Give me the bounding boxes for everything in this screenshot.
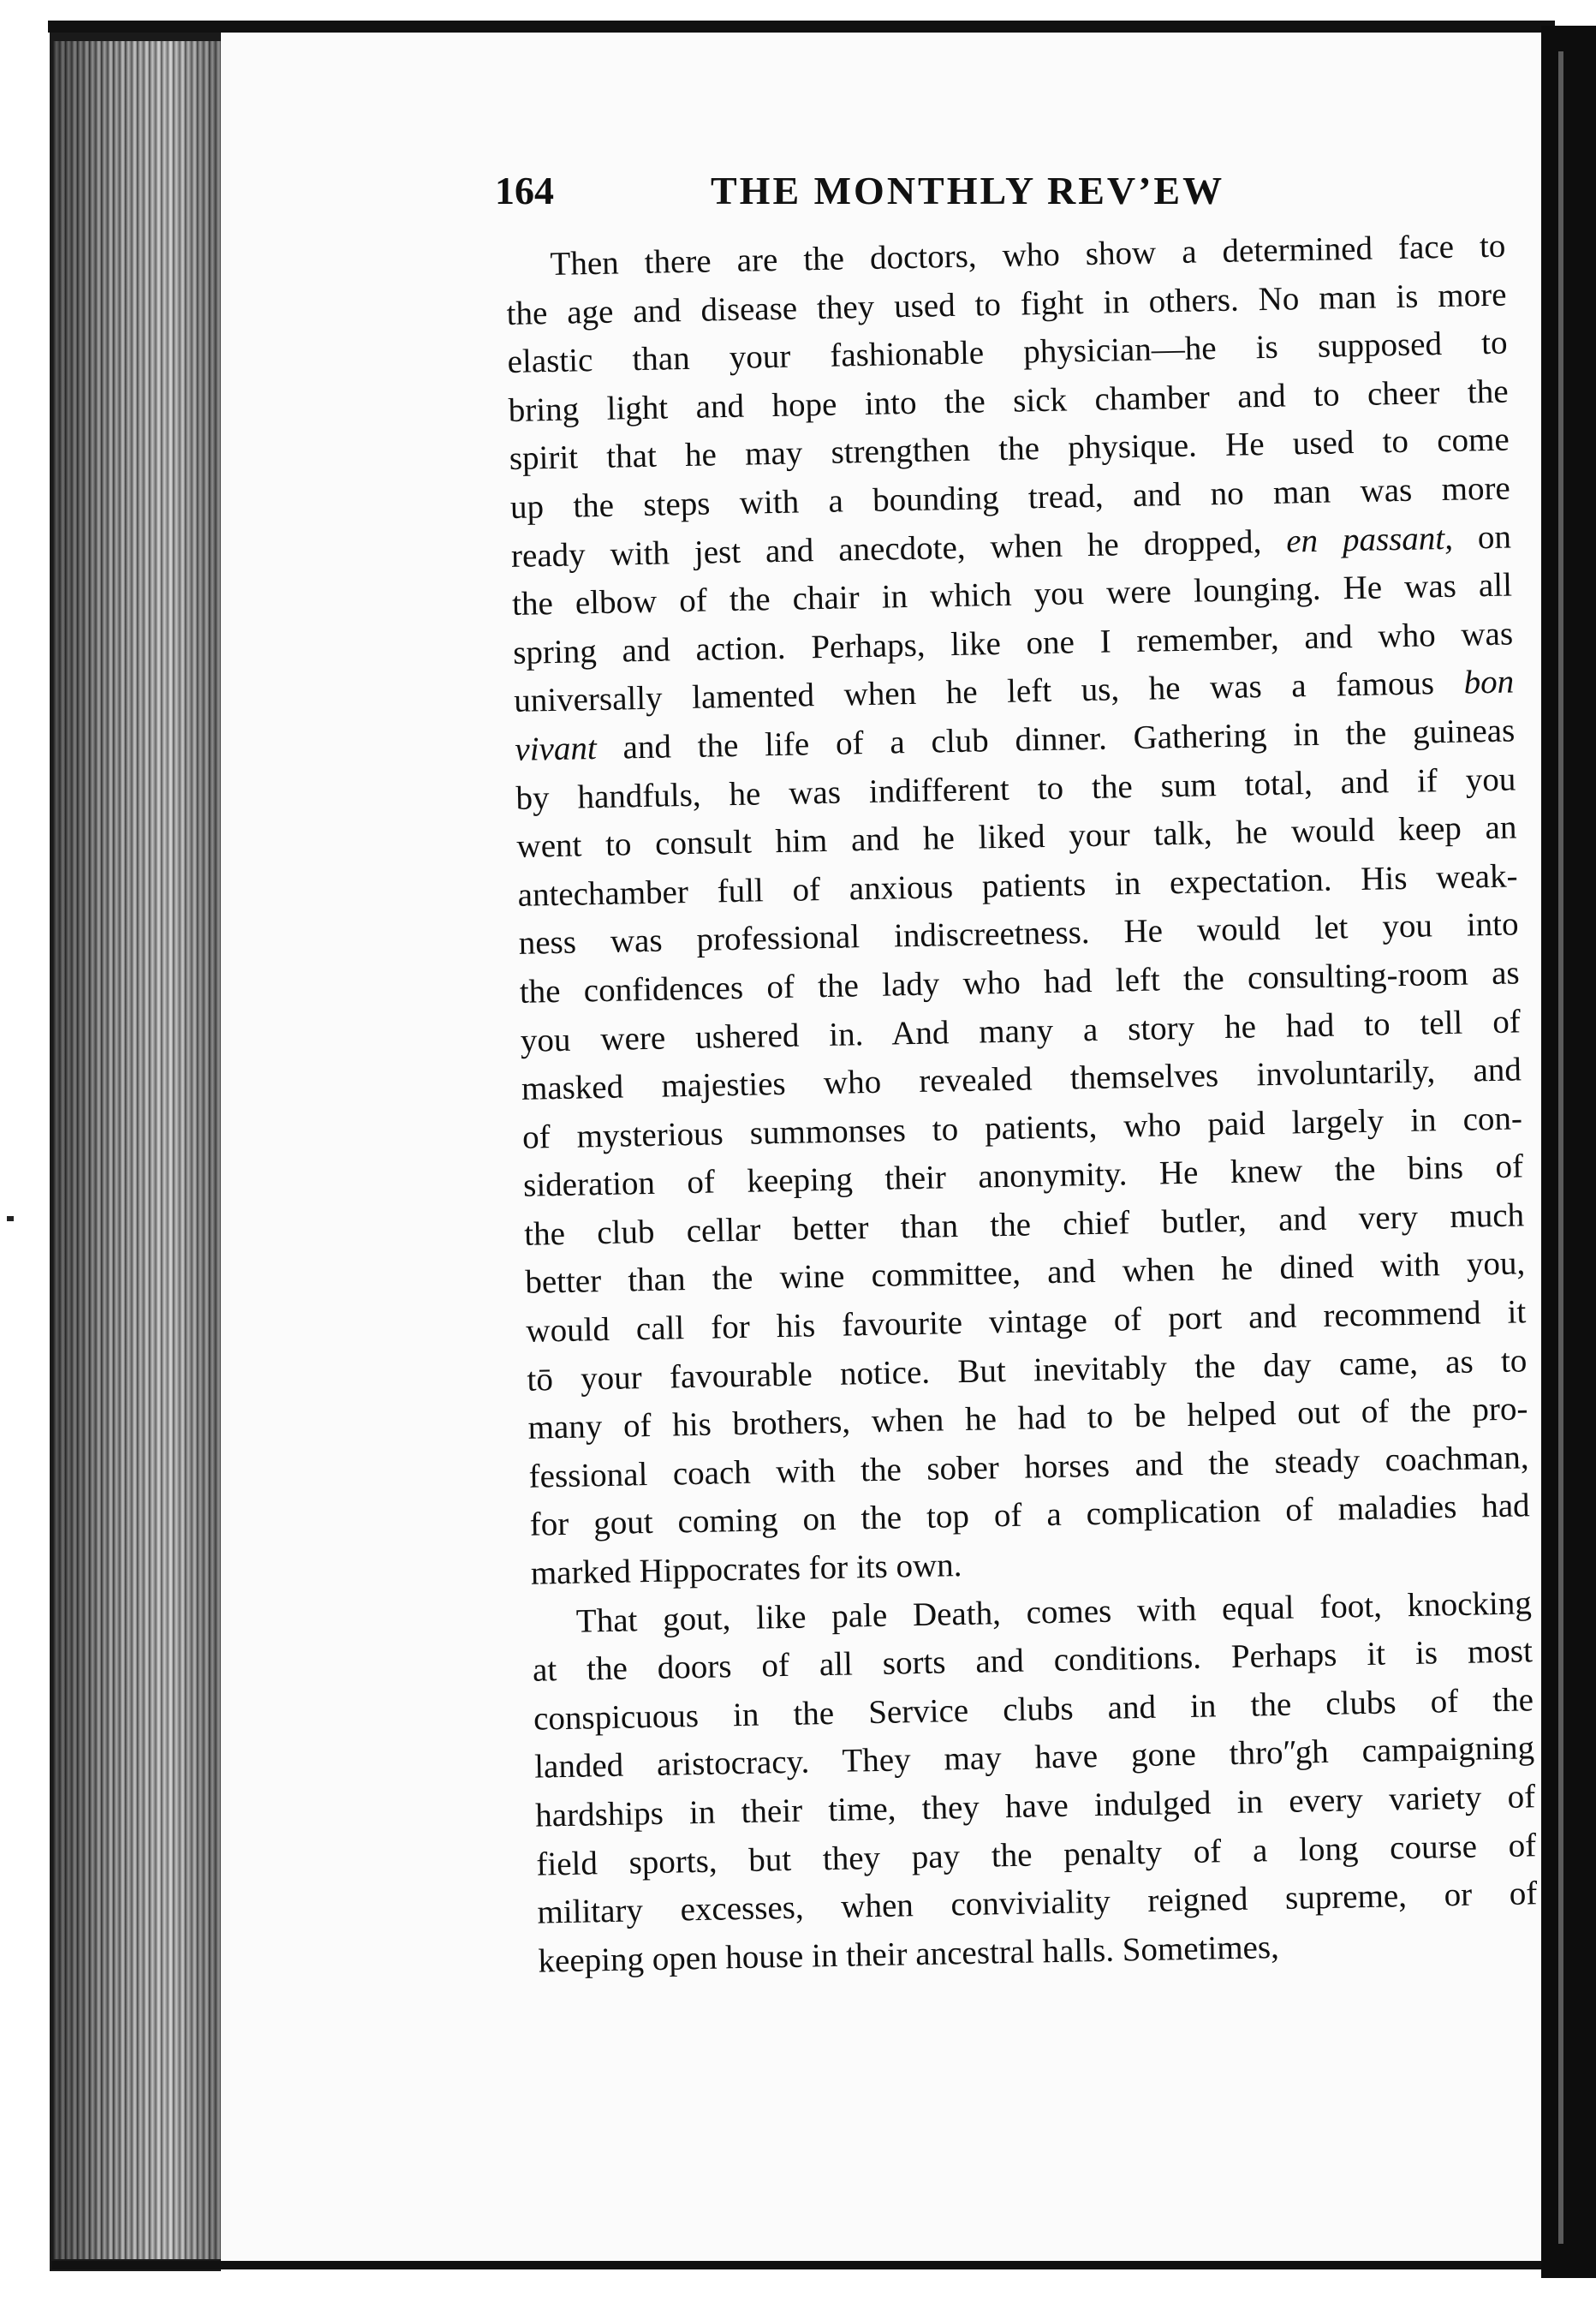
text-run: for gout coming on the top of a complication of maladies had (529, 1487, 1530, 1544)
text-run: the elbow of the chair in which you were lounging. He was all (511, 566, 1513, 623)
page-edges-shade (53, 41, 221, 2259)
text-run: That gout, like pale Death, comes with equal foot, knocking (575, 1583, 1533, 1640)
text-run: military excesses, when conviviality reigned supreme, or of (537, 1875, 1538, 1931)
text-run: universally lamented when he left us, he was a famous (513, 664, 1465, 720)
text-run: fessional coach with the sober horses and the steady coachman, (528, 1439, 1529, 1495)
text-run: and the life of a club dinner. Gathering in the guineas (596, 712, 1516, 766)
text-run: tō your favourable notice. But inevitably the day came, as to (527, 1341, 1528, 1398)
body-text (505, 223, 1539, 1986)
page-number: 164 (495, 169, 554, 212)
text-run: marked Hippocrates for its own. (530, 1547, 962, 1592)
text-run: elastic than your fashionable physician—he is supposed to (507, 324, 1508, 381)
italic-text-run: vivant (514, 730, 598, 768)
text-run: would call for his favourite vintage of port and recommend it (526, 1293, 1527, 1350)
text-run: the club cellar better than the chief butler, and very much (523, 1196, 1525, 1253)
top-border (48, 21, 1555, 33)
text-run: bring light and hope into the sick chamber and to cheer the (508, 373, 1509, 429)
text-run: better than the wine committee, and when he dined with you, (524, 1244, 1526, 1302)
text-run: sideration of keeping their anonymity. He knew the bins of (522, 1148, 1524, 1205)
text-run: spirit that he may strengthen the physique. He used to come (509, 420, 1510, 478)
text-run: up the steps with a bounding tread, and no man was more (509, 469, 1511, 526)
text-run: the age and disease they used to fight in others. No man is more (506, 276, 1507, 332)
text-run: field sports, but they pay the penalty of a long course of (535, 1826, 1537, 1883)
text-run: many of his brothers, when he had to be helped out of the pro- (527, 1390, 1528, 1446)
text-run: on (1452, 518, 1512, 557)
running-title: THE MONTHLY REV’EW (711, 169, 1225, 212)
text-run: hardships in their time, they have indulged in every variety of (534, 1778, 1536, 1834)
italic-text-run: bon (1463, 663, 1515, 701)
text-run: by handfuls, he was indifferent to the sum total, and if you (515, 760, 1516, 817)
page-header (495, 168, 1300, 228)
scan-mark (7, 1216, 14, 1221)
text-run: conspicuous in the Service clubs and in the clubs of the (533, 1681, 1534, 1738)
right-border (1541, 26, 1596, 2278)
italic-text-run: en passant, (1285, 519, 1454, 560)
text-run: went to consult him and he liked your talk, he would keep an (516, 808, 1517, 865)
text-run: landed aristocracy. They may have gone throʺgh campaigning (533, 1729, 1535, 1786)
right-border-highlight (1558, 51, 1563, 2244)
text-run: at the doors of all sorts and conditions. Perhaps it is most (532, 1632, 1533, 1689)
text-run: keeping open house in their ancestral halls. Sometimes, (538, 1928, 1280, 1980)
text-run: Then there are the doctors, who show a determined face to (550, 227, 1506, 283)
text-run: spring and action. Perhaps, like one I remember, and who was (512, 615, 1514, 671)
text-run: antechamber full of anxious patients in expectation. His weak- (517, 857, 1518, 914)
text-run: the confidences of the lady who had left the consulting-room as (519, 954, 1521, 1011)
text-run: you were ushered in. And many a story he had to tell of (520, 1002, 1522, 1059)
bottom-border (51, 2261, 1558, 2269)
text-run: ness was professional indiscreetness. He would let you into (518, 905, 1519, 963)
text-run: ready with jest and anecdote, when he dropped, (510, 522, 1287, 575)
text-run: masked majesties who revealed themselves involuntarily, and (521, 1051, 1522, 1107)
text-run: of mysterious summonses to patients, who paid largely in con- (521, 1100, 1523, 1156)
